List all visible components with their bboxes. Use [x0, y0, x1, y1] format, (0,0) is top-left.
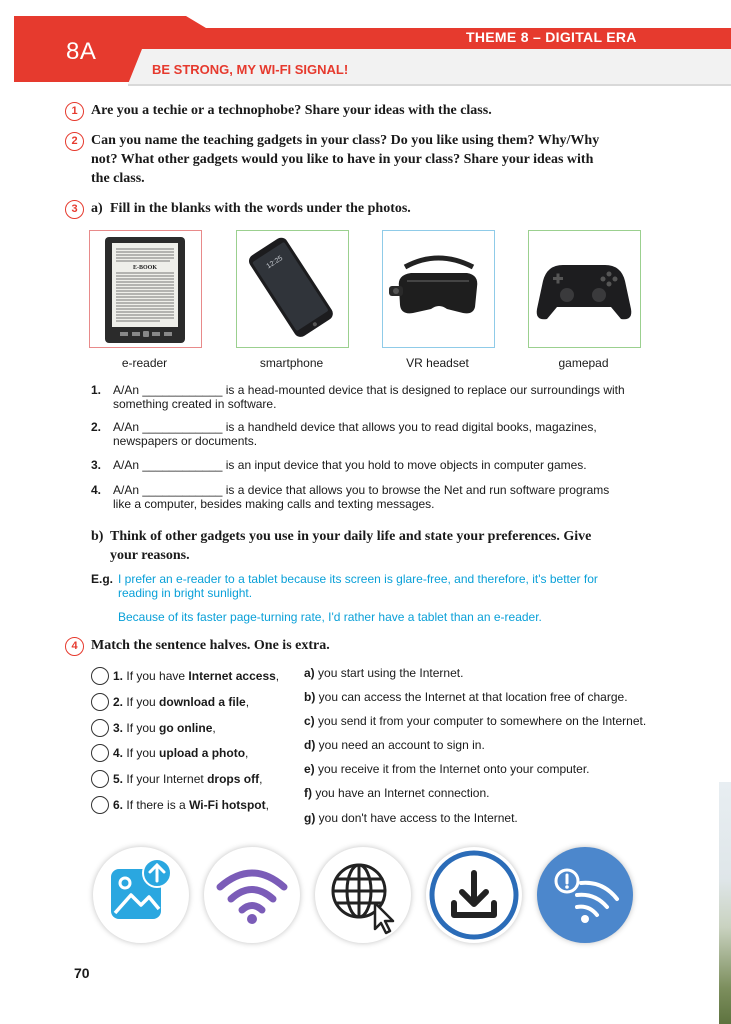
theme-title: THEME 8 – DIGITAL ERA — [466, 29, 637, 45]
item-line-1: A/An ____________ is a device that allows you to browse the Net and run software programs — [113, 483, 610, 497]
item-line-1: A/An ____________ is a head-mounted device that is designed to replace our surroundings with — [113, 383, 625, 397]
answer-circle[interactable] — [91, 770, 109, 788]
example-2: Because of its faster page-turning rate, I'd rather have a tablet than an e-reader. — [118, 610, 542, 624]
match-left-item[interactable]: 4. If you upload a photo, — [91, 742, 248, 764]
answer-circle[interactable] — [91, 667, 109, 685]
caption-vr-headset: VR headset — [406, 356, 469, 370]
match-right-item: f) you have an Internet connection. — [304, 786, 490, 800]
match-right-item: g) you don't have access to the Internet. — [304, 811, 518, 825]
caption-smartphone: smartphone — [259, 356, 324, 370]
example-1-line-2: reading in bright sunlight. — [118, 586, 253, 600]
question-3b-label: b) — [91, 529, 104, 544]
item-number: 1. — [91, 383, 102, 397]
upload-photo-icon — [93, 847, 189, 943]
question-2-line-1: Can you name the teaching gadgets in your class? Do you like using them? Why/Why — [91, 133, 600, 148]
question-1-text: Are you a techie or a technophobe? Share your ideas with the class. — [91, 103, 492, 118]
example-1 — [118, 572, 598, 600]
e-reader-photo — [89, 230, 202, 348]
exercise-item — [91, 420, 597, 448]
page-number: 70 — [74, 965, 90, 981]
question-3a-text: Fill in the blanks with the words under the photos. — [110, 201, 411, 216]
question-3b-line-1: Think of other gadgets you use in your daily life and state your preferences. Give — [110, 529, 592, 544]
answer-circle[interactable] — [91, 719, 109, 737]
item-number: 2. — [91, 420, 102, 434]
item-line-1: A/An ____________ is a handheld device that allows you to read digital books, magazines, — [113, 420, 597, 434]
unit-number: 8A — [66, 38, 97, 65]
match-left-item[interactable]: 5. If your Internet drops off, — [91, 768, 262, 790]
match-left-item[interactable]: 6. If there is a Wi-Fi hotspot, — [91, 794, 269, 816]
side-photo-edge — [719, 782, 731, 1024]
caption-gamepad: gamepad — [558, 356, 609, 370]
question-2-line-3: the class. — [91, 171, 145, 186]
caption-e-reader: e-reader — [121, 356, 168, 370]
answer-circle[interactable] — [91, 744, 109, 762]
answer-circle[interactable] — [91, 693, 109, 711]
smartphone-photo — [236, 230, 349, 348]
download-icon — [426, 847, 522, 943]
question-3b-line-2: your reasons. — [110, 548, 190, 563]
match-left-item[interactable]: 2. If you download a file, — [91, 691, 249, 713]
wifi-icon — [204, 847, 300, 943]
gamepad-photo — [528, 230, 641, 348]
globe-cursor-icon — [315, 847, 411, 943]
question-number-2: 2 — [65, 132, 84, 151]
exercise-item — [91, 483, 609, 511]
question-3a-label: a) — [91, 201, 103, 216]
match-right-item: b) you can access the Internet at that location free of charge. — [304, 690, 628, 704]
question-4-text: Match the sentence halves. One is extra. — [91, 638, 330, 653]
match-left-item[interactable]: 3. If you go online, — [91, 717, 216, 739]
example-label: E.g. — [91, 572, 114, 586]
match-right-item: a) you start using the Internet. — [304, 666, 464, 680]
header-divider — [128, 84, 731, 86]
match-right-item: c) you send it from your computer to somewhere on the Internet. — [304, 714, 647, 728]
exercise-item — [91, 458, 587, 472]
wifi-warning-icon — [537, 847, 633, 943]
match-right-item: d) you need an account to sign in. — [304, 738, 485, 752]
item-number: 4. — [91, 483, 102, 497]
item-line-2: something created in software. — [113, 397, 277, 411]
item-number: 3. — [91, 458, 102, 472]
example-1-line-1: I prefer an e-reader to a tablet because its screen is glare-free, and therefore, it's better for — [118, 572, 598, 586]
vr-headset-photo — [382, 230, 495, 348]
match-left-item[interactable]: 1. If you have Internet access, — [91, 665, 279, 687]
item-line-1: A/An ____________ is an input device that you hold to move objects in computer games. — [113, 458, 587, 472]
question-number-3: 3 — [65, 200, 84, 219]
lesson-title: BE STRONG, MY WI-FI SIGNAL! — [152, 62, 349, 77]
question-number-4: 4 — [65, 637, 84, 656]
exercise-item — [91, 383, 625, 411]
phone-clock: 12:25 — [265, 254, 285, 271]
question-number-1: 1 — [65, 102, 84, 121]
e-book-label: E-BOOK — [132, 265, 158, 271]
question-2-line-2: not? What other gadgets would you like to have in your class? Share your ideas with — [91, 152, 594, 167]
match-right-item: e) you receive it from the Internet onto your computer. — [304, 762, 590, 776]
item-line-2: newspapers or documents. — [113, 434, 258, 448]
item-line-2: like a computer, besides making calls and texting messages. — [113, 497, 435, 511]
answer-circle[interactable] — [91, 796, 109, 814]
